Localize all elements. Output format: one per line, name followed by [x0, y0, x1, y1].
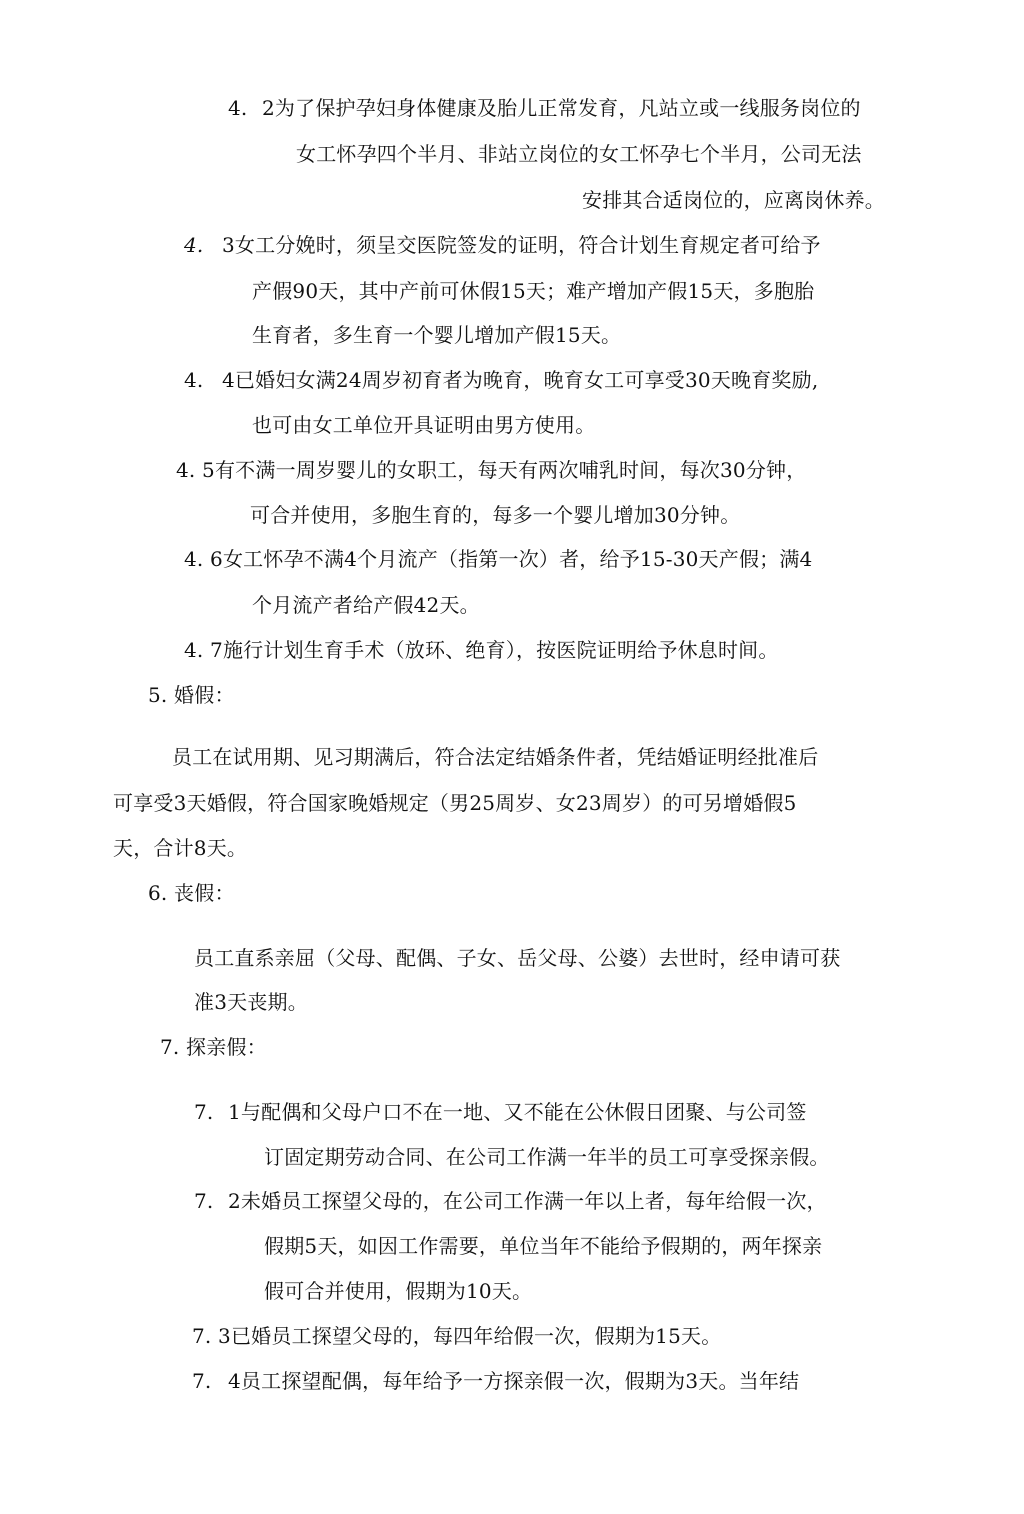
clause-number: 4. — [228, 96, 248, 120]
clause-4-4-line-2: 也可由女工单位开具证明由男方使用。 — [252, 413, 596, 437]
clause-number: 7. — [194, 1100, 214, 1124]
clause-7-2-line-2: 假期5天，如因工作需要，单位当年不能给予假期的，两年探亲 — [264, 1234, 823, 1258]
clause-4-5-line-2: 可合并使用，多胞生育的，每多一个婴儿增加30分钟。 — [250, 503, 741, 527]
clause-number: 4. — [184, 368, 204, 392]
section-7-heading: 7. 探亲假： — [160, 1035, 267, 1059]
clause-4-4-line-1 — [184, 366, 818, 394]
clause-text: 1与配偶和父母户口不在一地、又不能在公休假日团聚、与公司签 — [228, 1100, 807, 1124]
clause-4-5-line-1: 4. 5有不满一周岁婴儿的女职工，每天有两次哺乳时间，每次30分钟， — [176, 458, 807, 482]
section-5-heading: 5. 婚假： — [148, 683, 235, 707]
clause-7-2-line-3: 假可合并使用，假期为10天。 — [264, 1279, 533, 1303]
clause-4-2-line-3: 安排其合适岗位的，应离岗休养。 — [582, 188, 885, 212]
clause-number: 7. — [194, 1189, 214, 1213]
section-6-heading: 6. 丧假： — [148, 881, 235, 905]
clause-number: 4. — [184, 233, 204, 257]
clause-4-2-line-2: 女工怀孕四个半月、非站立岗位的女工怀孕七个半月，公司无法 — [296, 142, 862, 166]
clause-7-1-line-2: 订固定期劳动合同、在公司工作满一年半的员工可享受探亲假。 — [264, 1145, 830, 1169]
clause-4-3-line-3: 生育者，多生育一个婴儿增加产假15天。 — [252, 323, 622, 347]
section-5-line-1: 员工在试用期、见习期满后，符合法定结婚条件者，凭结婚证明经批准后 — [172, 745, 819, 769]
clause-text: 2为了保护孕妇身体健康及胎儿正常发育，凡站立或一线服务岗位的 — [262, 96, 861, 120]
section-6-line-2: 准3天丧期。 — [194, 990, 308, 1014]
clause-4-7-line-1: 4. 7施行计划生育手术（放环、绝育），按医院证明给予休息时间。 — [184, 638, 779, 662]
section-6-line-1: 员工直系亲屈（父母、配偶、子女、岳父母、公婆）去世时，经申请可获 — [194, 946, 841, 970]
clause-text: 3女工分娩时，须呈交医院签发的证明，符合计划生育规定者可给予 — [222, 233, 821, 257]
clause-4-3-line-2: 产假90天，其中产前可休假15天；难产增加产假15天，多胞胎 — [252, 279, 815, 303]
section-5-line-3: 天，合计8天。 — [113, 836, 248, 860]
clause-text: 2未婚员工探望父母的，在公司工作满一年以上者，每年给假一次， — [228, 1189, 827, 1213]
clause-7-4-line-1 — [192, 1367, 799, 1395]
clause-4-2-line-1 — [228, 94, 861, 122]
clause-4-6-line-1: 4. 6女工怀孕不满4个月流产（指第一次）者，给予15-30天产假；满4 — [184, 547, 813, 571]
clause-number: 7. — [192, 1369, 212, 1393]
clause-text: 4已婚妇女满24周岁初育者为晚育，晚育女工可享受30天晚育奖励, — [222, 368, 819, 392]
clause-7-3-line-1: 7. 3已婚员工探望父母的，每四年给假一次，假期为15天。 — [192, 1324, 722, 1348]
clause-4-6-line-2: 个月流产者给产假42天。 — [252, 593, 480, 617]
clause-text: 4员工探望配偶，每年给予一方探亲假一次，假期为3天。当年结 — [228, 1369, 800, 1393]
clause-4-3-line-1 — [184, 231, 821, 259]
clause-7-1-line-1 — [194, 1098, 807, 1126]
clause-7-2-line-1 — [194, 1187, 827, 1215]
section-5-line-2: 可享受3天婚假，符合国家晚婚规定（男25周岁、女23周岁）的可另增婚假5 — [113, 791, 797, 815]
